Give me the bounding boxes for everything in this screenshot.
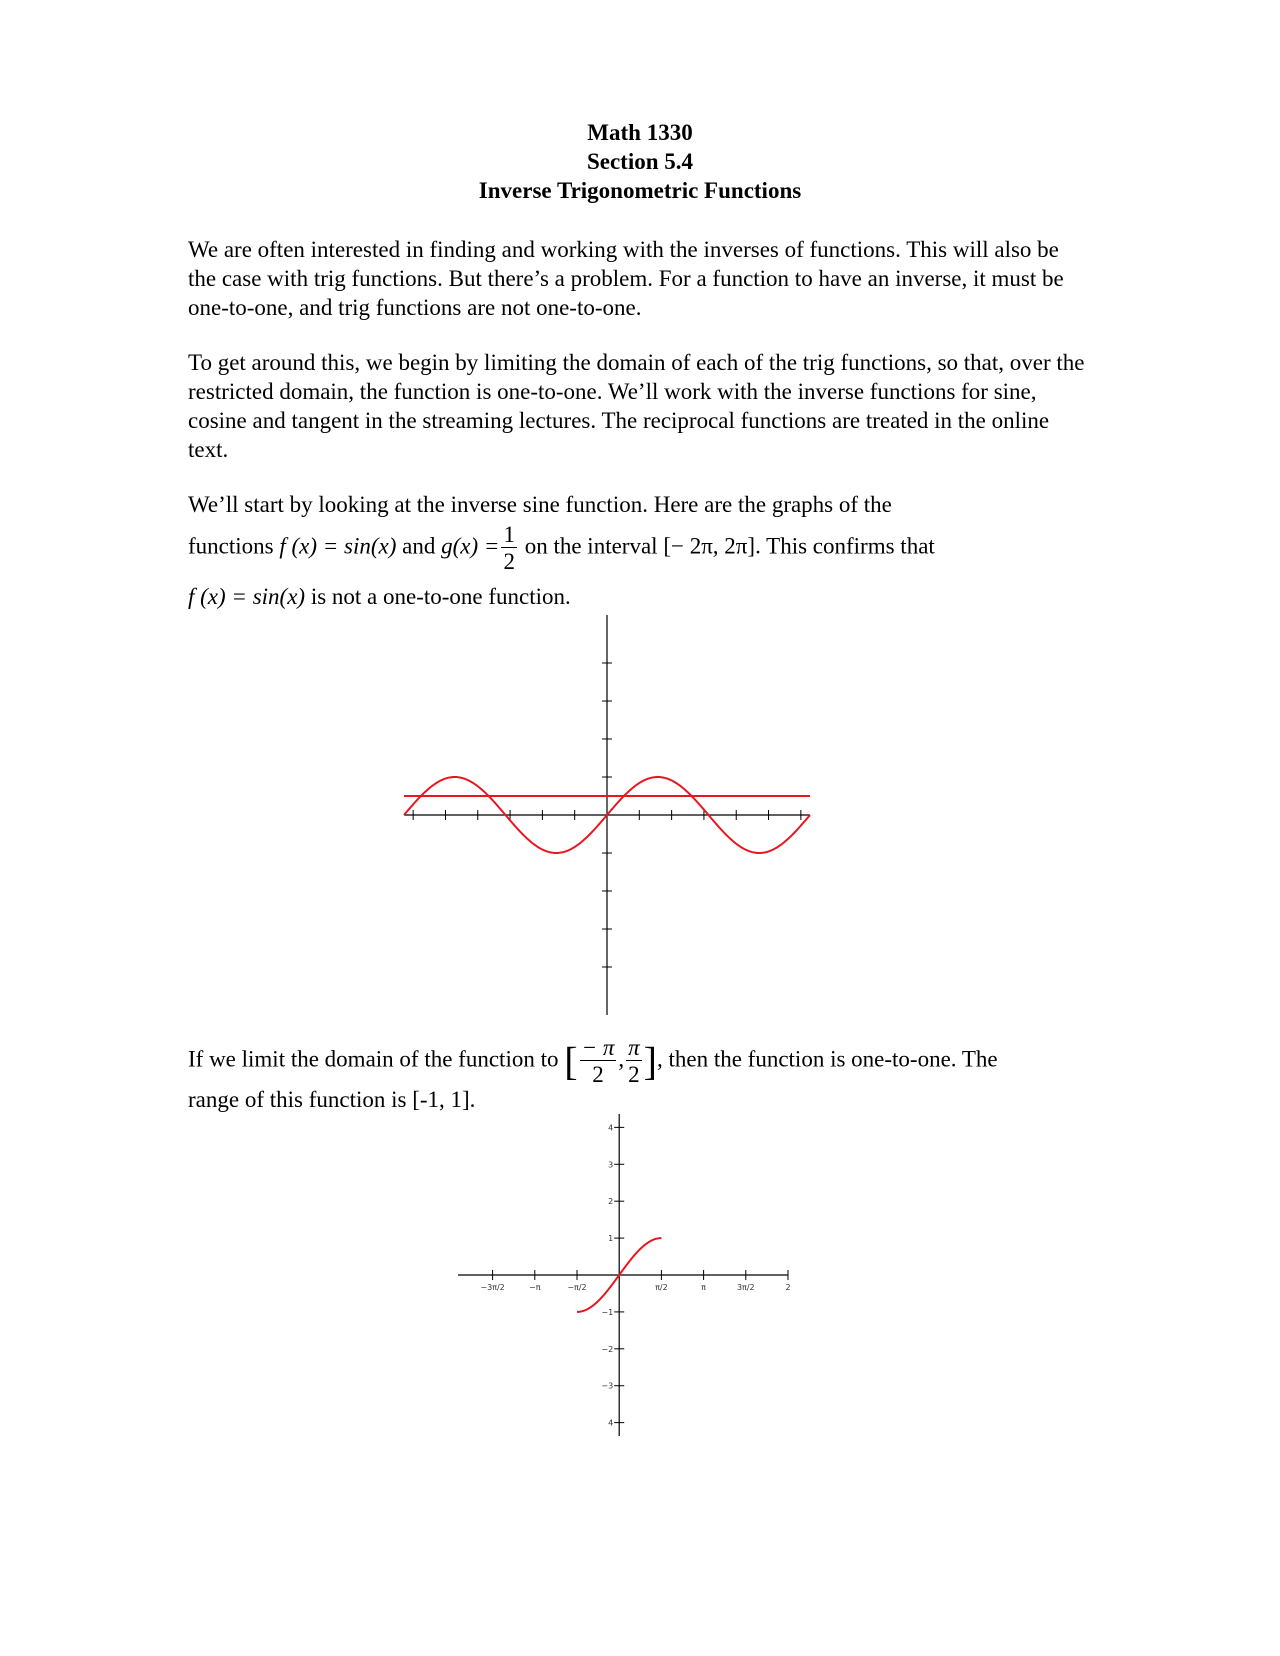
one-half-numerator: 1	[503, 522, 515, 547]
f-definition-repeat: f (x) = sin(x)	[188, 584, 306, 609]
y-tick-label: −1	[601, 1307, 614, 1317]
right-bracket: ]	[643, 1038, 657, 1084]
domain-tail-text: , then the function is one-to-one. The	[656, 1046, 998, 1072]
paragraph-inverse-sine-line2	[188, 523, 935, 573]
pi-over-2-fraction	[626, 1036, 642, 1086]
y-tick-label: 3	[608, 1160, 614, 1170]
x-tick-label: −π	[529, 1283, 541, 1292]
confirms-text: . This confirms that	[755, 533, 935, 559]
y-tick-label: 1	[608, 1234, 614, 1244]
paragraph-restrict-domain: To get around this, we begin by limiting the domain of each of the trig functions, so that, over the restricted domain, the function is one-to-one. We’ll work with the inverse functions for sine, cosine and tangent in the streaming lectures. The reciprocal functions are treated in the online text.	[188, 350, 1085, 462]
y-tick-label: 4	[608, 1123, 614, 1133]
course-title: Math 1330	[587, 120, 693, 145]
one-half-denominator: 2	[503, 549, 515, 574]
x-tick-label: −π/2	[567, 1283, 587, 1292]
pi-numerator: π	[628, 1035, 640, 1060]
domain-lead-text: If we limit the domain of the function to	[188, 1046, 559, 1072]
section-title: Section 5.4	[586, 149, 694, 174]
restricted-sine-chart	[430, 1110, 830, 1450]
left-bracket: [	[564, 1038, 578, 1084]
functions-word: functions	[188, 533, 274, 559]
topic-title: Inverse Trigonometric Functions	[478, 178, 802, 203]
pi-denominator: 2	[628, 1062, 640, 1087]
x-tick-label: 3π/2	[736, 1283, 755, 1292]
y-tick-label: 2	[608, 1197, 614, 1207]
one-half-fraction	[501, 523, 517, 573]
y-tick-label: −3	[601, 1381, 614, 1391]
paragraph-inverse-sine-line3	[188, 582, 571, 611]
neg-pi-over-2-fraction	[580, 1036, 617, 1086]
not-one-to-one-text: is not a one-to-one function.	[310, 584, 571, 609]
x-tick-label: π/2	[655, 1283, 668, 1292]
g-definition: g(x) =	[441, 533, 500, 559]
sine-and-half-chart	[400, 615, 860, 1025]
y-tick-label: 4	[608, 1418, 614, 1428]
y-tick-label: −2	[601, 1344, 614, 1354]
neg-pi-denominator: 2	[592, 1062, 604, 1087]
x-tick-label: π	[701, 1283, 707, 1292]
paragraph-domain-limit: If we limit the domain of the function to [ $\frac{- \pi}{2}$ , $\frac{\pi}{2}$ ], then the function is one-to-one. The	[188, 1035, 998, 1087]
neg-pi-numerator: − π	[581, 1035, 615, 1060]
paragraph-range: range of this function is [-1, 1].	[188, 1087, 476, 1112]
paragraph-intro: We are often interested in finding and working with the inverses of functions. This will also be the case with trig functions. But there’s a problem. For a function to have an inverse, it must be one-to-one, and trig functions are not one-to-one.	[188, 237, 1064, 320]
x-tick-label: 2	[785, 1283, 791, 1292]
interval-value: [− 2π, 2π]	[663, 533, 756, 559]
f-definition: f (x) = sin(x)	[279, 533, 397, 559]
x-tick-label: −3π/2	[480, 1283, 505, 1292]
paragraph-inverse-sine-line1: We’ll start by looking at the inverse sine function. Here are the graphs of the	[188, 492, 892, 517]
and-word: and	[402, 533, 436, 559]
interval-text: on the interval	[524, 533, 658, 559]
